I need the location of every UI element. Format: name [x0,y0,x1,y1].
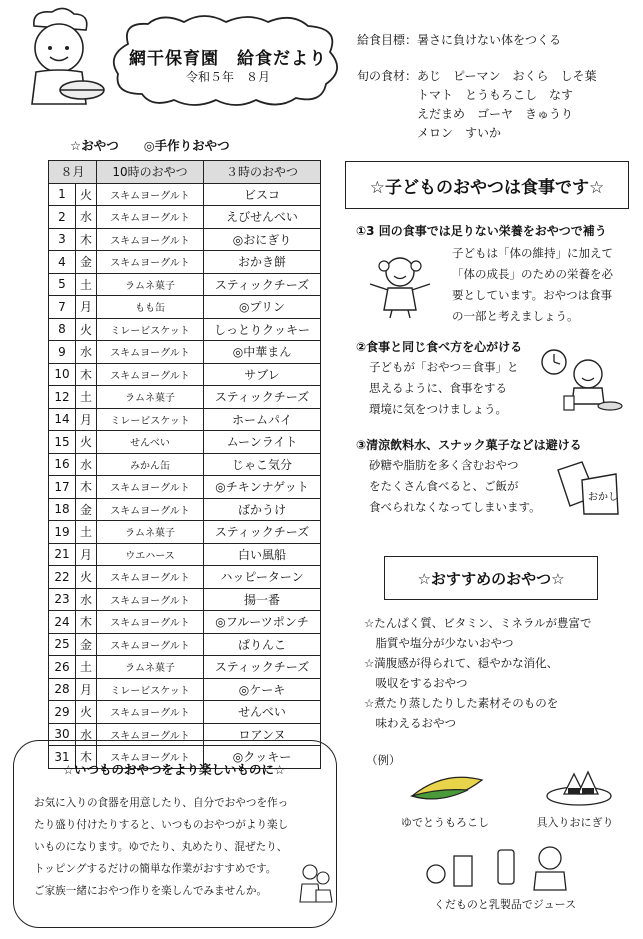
morning-snack-cell: スキムヨーグルト [97,723,204,746]
weekday-cell: 水 [76,453,97,476]
onigiri-illustration [544,762,614,808]
table-row [49,206,321,229]
afternoon-snack-cell: ◎チキンナゲット [204,476,321,499]
header-afternoon: ３時のおやつ [204,161,321,184]
point-title: ②食事と同じ食べ方を心がける [356,340,523,354]
weekday-cell: 金 [76,251,97,274]
table-row [49,701,321,724]
point-body: 子どもは「体の維持」に加えて 「体の成長」のための栄養を必 要としています。おやつは食事 の一部と考えましょう。 [452,246,613,323]
seasonal-line: トマト とうもろこし なす [357,88,574,102]
snack-bag-illustration [552,456,624,518]
svg-text:おかし: おかし [588,492,618,503]
afternoon-snack-cell: ぱりんこ [204,633,321,656]
day-cell: 21 [49,543,76,566]
table-row [49,273,321,296]
morning-snack-cell: スキムヨーグルト [97,251,204,274]
weekday-cell: 水 [76,723,97,746]
example-onigiri: 具入りおにぎり [536,816,614,829]
day-cell: 19 [49,521,76,544]
table-row [49,543,321,566]
day-cell: 17 [49,476,76,499]
morning-snack-cell: スキムヨーグルト [97,363,204,386]
afternoon-snack-cell: じゃこ気分 [204,453,321,476]
table-row [49,566,321,589]
morning-snack-cell: ミレービスケット [97,318,204,341]
afternoon-snack-cell: スティックチーズ [204,386,321,409]
afternoon-snack-cell: ◎おにぎり [204,228,321,251]
afternoon-snack-cell: ばかうけ [204,498,321,521]
example-juice: くだものと乳製品でジュース [433,898,577,911]
table-row [49,521,321,544]
morning-snack-cell: せんべい [97,431,204,454]
morning-snack-cell: スキムヨーグルト [97,183,204,206]
point-title: ③清涼飲料水、スナック菓子などは避ける [356,438,582,452]
morning-snack-cell: スキムヨーグルト [97,476,204,499]
table-row [49,228,321,251]
day-cell: 7 [49,296,76,319]
weekday-cell: 木 [76,363,97,386]
table-row [49,453,321,476]
table-row [49,588,321,611]
afternoon-snack-cell: おかき餅 [204,251,321,274]
morning-snack-cell: ラムネ菓子 [97,386,204,409]
afternoon-snack-cell: ◎中華まん [204,341,321,364]
recommend-heading: ☆おすすめのおやつ☆ [384,556,598,600]
day-cell: 22 [49,566,76,589]
table-row [49,633,321,656]
morning-snack-cell: もも缶 [97,296,204,319]
weekday-cell: 金 [76,633,97,656]
day-cell: 23 [49,588,76,611]
table-row [49,386,321,409]
afternoon-snack-cell: ◎クッキー [204,746,321,769]
weekday-cell: 水 [76,588,97,611]
weekday-cell: 木 [76,746,97,769]
afternoon-snack-cell: ロアンヌ [204,723,321,746]
weekday-cell: 木 [76,476,97,499]
afternoon-snack-cell: ビスコ [204,183,321,206]
morning-snack-cell: スキムヨーグルト [97,746,204,769]
afternoon-snack-cell: スティックチーズ [204,656,321,679]
tips-text: お気に入りの食器を用意したり、自分でおやつを作っ たり盛り付けたりすると、いつものおやつがより楽し いものになります。ゆでたり、丸めたり、混ぜたり、 トッピングするだけの簡単な作業がおすすめです。 ご家族一緒におやつ作りを楽しんでみませんか。 [34,797,289,897]
weekday-cell: 金 [76,498,97,521]
weekday-cell: 月 [76,408,97,431]
day-cell: 29 [49,701,76,724]
weekday-cell: 月 [76,678,97,701]
day-cell: 18 [49,498,76,521]
afternoon-snack-cell: 揚一番 [204,588,321,611]
morning-snack-cell: みかん缶 [97,453,204,476]
day-cell: 25 [49,633,76,656]
table-row [49,251,321,274]
day-cell: 24 [49,611,76,634]
afternoon-snack-cell: えびせんべい [204,206,321,229]
table-row [49,656,321,679]
day-cell: 28 [49,678,76,701]
weekday-cell: 水 [76,341,97,364]
meal-goal: 給食目標：暑さに負けない体をつくる [357,33,562,47]
day-cell: 16 [49,453,76,476]
morning-snack-cell: スキムヨーグルト [97,566,204,589]
weekday-cell: 土 [76,656,97,679]
morning-snack-cell: ラムネ菓子 [97,521,204,544]
day-cell: 26 [49,656,76,679]
weekday-cell: 火 [76,431,97,454]
seasonal-line: えだまめ ゴーヤ きゅうり [357,107,574,121]
morning-snack-cell: ウエハース [97,543,204,566]
afternoon-snack-cell: せんべい [204,701,321,724]
weekday-cell: 月 [76,543,97,566]
example-corn: ゆでとうもろこし [401,816,489,829]
afternoon-snack-cell: 白い風船 [204,543,321,566]
afternoon-snack-cell: ◎プリン [204,296,321,319]
morning-snack-cell: スキムヨーグルト [97,206,204,229]
page-title: 網干保育園 給食だより [129,49,327,69]
day-cell: 8 [49,318,76,341]
fruit-juice-illustration [424,840,574,892]
table-row [49,183,321,206]
recommend-list: ☆たんぱく質、ビタミン、ミネラルが豊富で 脂質や塩分が少ないおやつ ☆満腹感が得られて、穏やかな消化、 吸収をするおやつ ☆煮たり蒸したりした素材そのものを 味わえるおやつ [364,616,592,730]
table-row [49,341,321,364]
table-header-row [49,161,321,184]
weekday-cell: 月 [76,296,97,319]
morning-snack-cell: ラムネ菓子 [97,273,204,296]
weekday-cell: 木 [76,228,97,251]
morning-snack-cell: スキムヨーグルト [97,588,204,611]
morning-snack-cell: ラムネ菓子 [97,656,204,679]
day-cell: 30 [49,723,76,746]
afternoon-snack-cell: ◎フルーツポンチ [204,611,321,634]
day-cell: 12 [49,386,76,409]
table-row [49,498,321,521]
girl-illustration [360,250,440,320]
morning-snack-cell: スキムヨーグルト [97,633,204,656]
corn-illustration [408,766,486,808]
table-row [49,678,321,701]
point-body: 砂糖や脂肪を多く含むおやつ をたくさん食べると、ご飯が 食べられなくなってしまいます。 [369,458,541,514]
weekday-cell: 土 [76,386,97,409]
weekday-cell: 土 [76,521,97,544]
point-body: 子どもが「おやつ＝食事」と 思えるように、食事をする 環境に気をつけましょう。 [369,360,519,416]
table-row [49,296,321,319]
morning-snack-cell: スキムヨーグルト [97,341,204,364]
weekday-cell: 火 [76,183,97,206]
eating-child-illustration [538,344,628,416]
point-title: ①3 回の食事では足りない栄養をおやつで補う [356,224,607,238]
morning-snack-cell: スキムヨーグルト [97,228,204,251]
day-cell: 10 [49,363,76,386]
meal-section-heading: ☆子どものおやつは食事です☆ [345,161,629,209]
weekday-cell: 水 [76,206,97,229]
afternoon-snack-cell: ハッピーターン [204,566,321,589]
chef-child-illustration [4,4,114,114]
day-cell: 2 [49,206,76,229]
weekday-cell: 火 [76,318,97,341]
afternoon-snack-cell: ホームパイ [204,408,321,431]
table-row [49,611,321,634]
seasonal-line: 旬の食材：あじ ピーマン おくら しそ葉 [357,69,597,83]
example-label: （例） [366,753,401,767]
day-cell: 15 [49,431,76,454]
tips-title: ☆いつものおやつをより楽しいものに☆ [62,762,286,777]
afternoon-snack-cell: スティックチーズ [204,273,321,296]
morning-snack-cell: スキムヨーグルト [97,498,204,521]
morning-snack-cell: スキムヨーグルト [97,701,204,724]
day-cell: 31 [49,746,76,769]
morning-snack-cell: スキムヨーグルト [97,611,204,634]
day-cell: 3 [49,228,76,251]
snack-menu-table [48,160,321,769]
weekday-cell: 火 [76,701,97,724]
day-cell: 14 [49,408,76,431]
snack-legend: ☆おやつ ◎手作りおやつ [70,138,230,153]
table-row [49,476,321,499]
table-row [49,363,321,386]
family-illustration [298,860,334,906]
afternoon-snack-cell: ◎ケーキ [204,678,321,701]
day-cell: 1 [49,183,76,206]
issue-date: 令和５年 ８月 [185,70,270,84]
afternoon-snack-cell: スティックチーズ [204,521,321,544]
day-cell: 5 [49,273,76,296]
header-morning: 10時のおやつ [97,161,204,184]
header-month: ８月 [49,161,97,184]
morning-snack-cell: ミレービスケット [97,408,204,431]
seasonal-line: メロン すいか [357,126,502,140]
table-row [49,431,321,454]
day-cell: 9 [49,341,76,364]
afternoon-snack-cell: ムーンライト [204,431,321,454]
afternoon-snack-cell: サブレ [204,363,321,386]
afternoon-snack-cell: しっとりクッキー [204,318,321,341]
table-row [49,318,321,341]
weekday-cell: 木 [76,611,97,634]
day-cell: 4 [49,251,76,274]
weekday-cell: 土 [76,273,97,296]
morning-snack-cell: ミレービスケット [97,678,204,701]
table-row [49,408,321,431]
weekday-cell: 火 [76,566,97,589]
